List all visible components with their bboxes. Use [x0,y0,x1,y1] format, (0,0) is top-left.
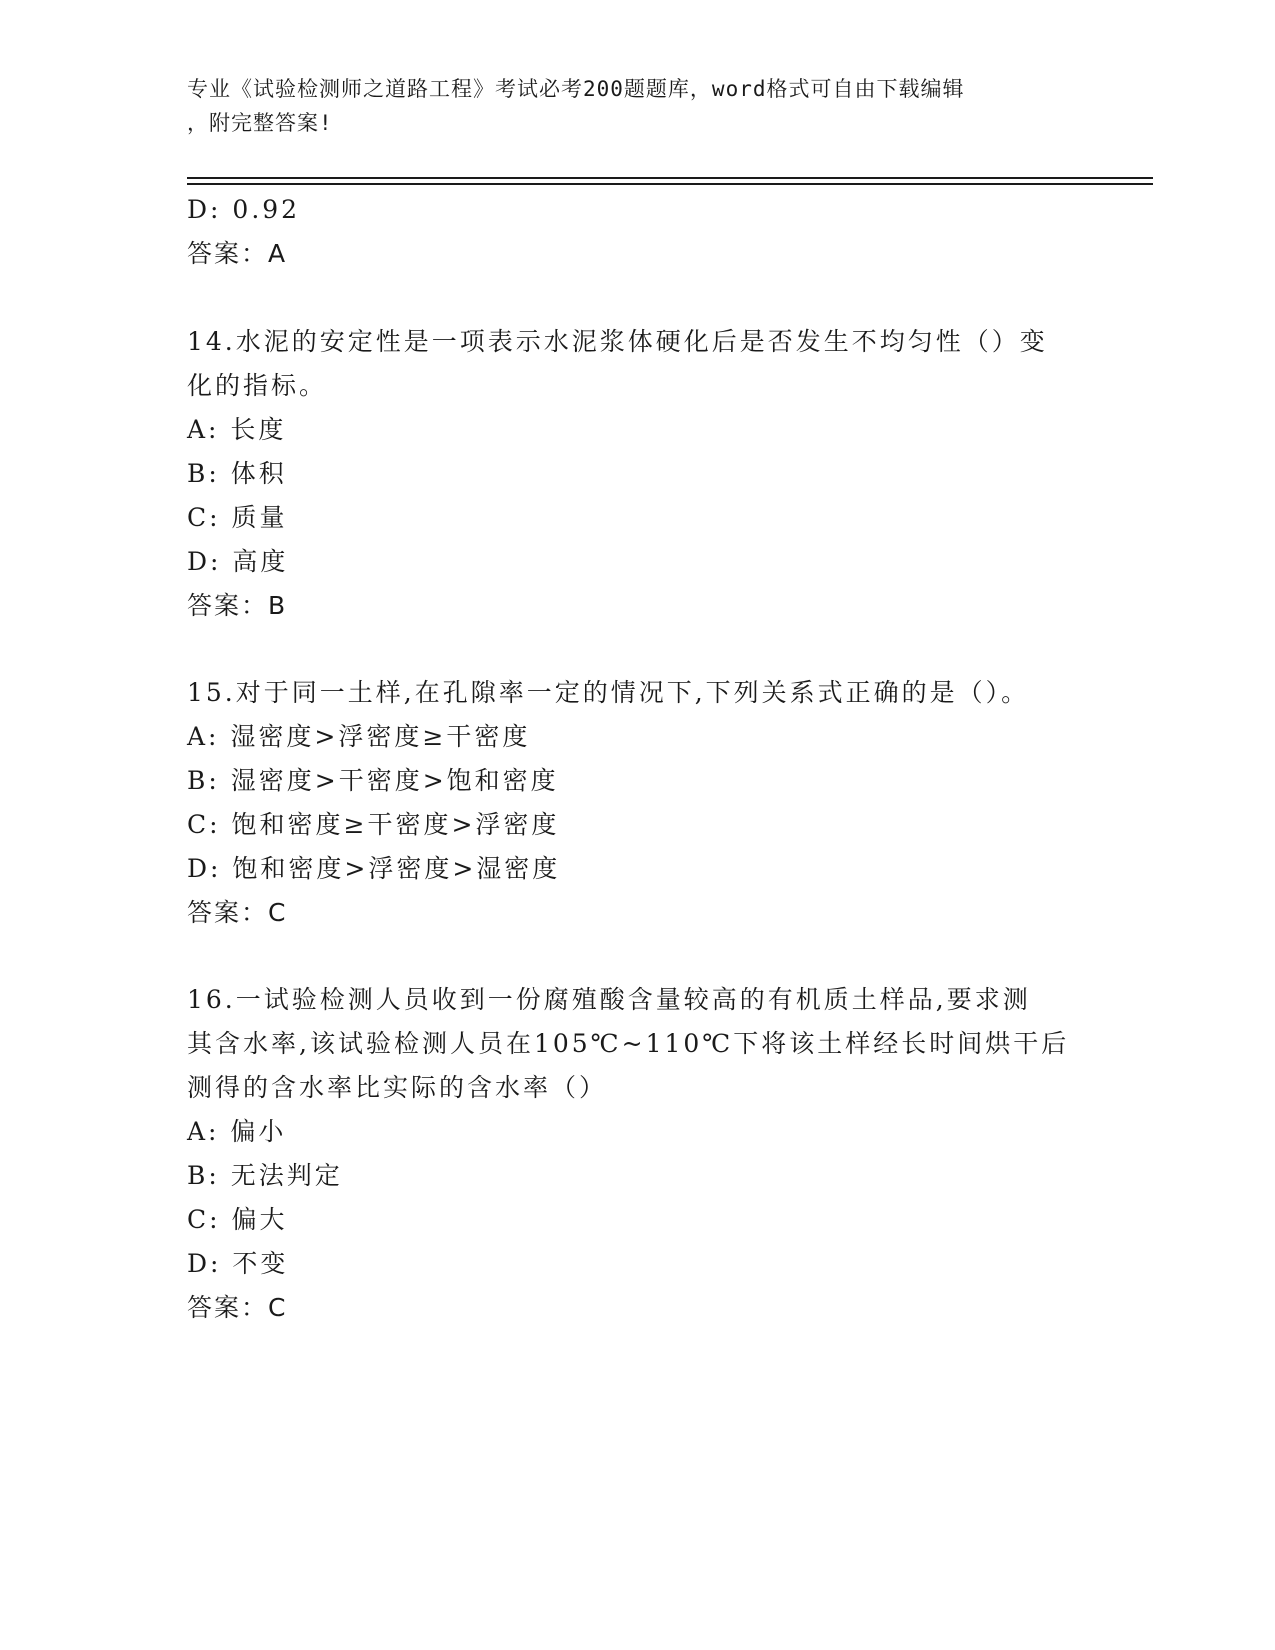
q14-option-c: C: 质量 [187,503,288,532]
q14-text-line-1: 14.水泥的安定性是一项表示水泥浆体硬化后是否发生不均匀性（）变 [187,327,1048,356]
q14-option-a: A: 长度 [187,415,287,444]
q15-option-a: A: 湿密度>浮密度≥干密度 [187,722,531,751]
q16-option-a: A: 偏小 [187,1117,287,1146]
q15-option-d: D: 饱和密度>浮密度>湿密度 [187,854,561,883]
q14-option-b: B: 体积 [187,459,287,488]
header-line-1: 专业《试验检测师之道路工程》考试必考200题题库，word格式可自由下载编辑 [187,77,965,101]
q15-option-b: B: 湿密度>干密度>饱和密度 [187,766,559,795]
q16-option-b: B: 无法判定 [187,1161,343,1190]
q15-option-c: C: 饱和密度≥干密度>浮密度 [187,810,560,839]
q14-text-line-2: 化的指标。 [187,371,328,400]
q16-option-d: D: 不变 [187,1249,289,1278]
q16-text-line-3: 测得的含水率比实际的含水率（） [187,1073,608,1102]
document-header [187,72,1087,140]
q15-answer: 答案：C [187,898,288,927]
q15-text-line-1: 15.对于同一土样,在孔隙率一定的情况下,下列关系式正确的是（）。 [187,678,1030,707]
q16-text-line-2: 其含水率,该试验检测人员在105℃~110℃下将该土样经长时间烘干后 [187,1029,1070,1058]
q14-answer: 答案：B [187,591,288,620]
header-divider-bottom [187,183,1153,185]
header-divider-top [187,177,1153,179]
q14-option-d: D: 高度 [187,547,289,576]
q16-text-line-1: 16.一试验检测人员收到一份腐殖酸含量较高的有机质土样品,要求测 [187,985,1031,1014]
q16-answer: 答案：C [187,1293,288,1322]
prev-option-d: D: 0.92 [187,195,301,224]
q16-option-c: C: 偏大 [187,1205,288,1234]
header-line-2: ，附完整答案! [187,111,333,135]
prev-answer: 答案：A [187,239,288,268]
